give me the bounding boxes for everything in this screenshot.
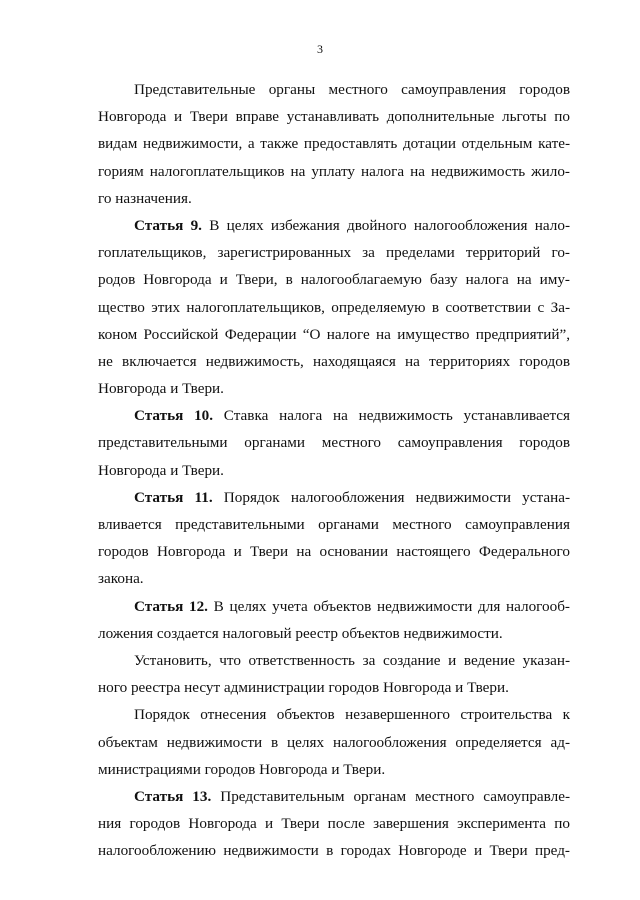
text-line xyxy=(98,783,570,810)
line-text: щество этих налогоплательщиков, определяемую в соответствии с За- xyxy=(98,298,570,316)
text-line xyxy=(98,593,570,620)
text-line xyxy=(98,674,570,701)
text-line xyxy=(98,375,570,402)
article-heading: Статья 9. xyxy=(134,216,202,234)
paragraph-article-12 xyxy=(98,593,570,647)
line-text: министрациями городов Новгорода и Твери. xyxy=(98,760,386,778)
line-text: объектам недвижимости в целях налогообложения определяется ад- xyxy=(98,733,570,751)
line-text: ного реестра несут администрации городов Новгорода и Твери. xyxy=(98,679,509,697)
text-line xyxy=(98,103,570,130)
text-line xyxy=(98,837,570,864)
line-text: гориям налогоплательщиков на уплату налога на недвижимость жило- xyxy=(98,162,570,180)
paragraph-article-13 xyxy=(98,783,570,865)
text-line xyxy=(98,130,570,157)
paragraph-unfinished-construction xyxy=(98,701,570,783)
text-line xyxy=(98,810,570,837)
text-line xyxy=(98,294,570,321)
line-text: Новгорода и Твери вправе устанавливать дополнительные льготы по xyxy=(98,108,570,126)
line-text: Представительным органам местного самоуправле- xyxy=(211,787,570,805)
line-text: Порядок отнесения объектов незавершенного строительства к xyxy=(134,706,570,724)
line-text: го назначения. xyxy=(98,189,192,207)
line-text: Новгорода и Твери. xyxy=(98,461,224,479)
text-line xyxy=(98,484,570,511)
text-line xyxy=(98,620,570,647)
line-text: закона. xyxy=(98,570,144,588)
text-line xyxy=(98,457,570,484)
paragraph-article-11 xyxy=(98,484,570,593)
line-text: представительными органами местного самоуправления городов xyxy=(98,434,570,452)
text-line xyxy=(98,185,570,212)
line-text: ния городов Новгорода и Твери после завершения эксперимента по xyxy=(98,815,570,833)
line-text: видам недвижимости, а также предоставлять дотации отдельным кате- xyxy=(98,135,570,153)
line-text: Установить, что ответственность за создание и ведение указан- xyxy=(134,651,570,669)
text-line xyxy=(98,756,570,783)
line-text: В целях избежания двойного налогообложения нало- xyxy=(201,216,571,234)
text-line xyxy=(98,511,570,538)
line-text: вливается представительными органами местного самоуправления xyxy=(98,516,570,533)
text-line xyxy=(98,429,570,456)
text-line xyxy=(98,212,570,239)
article-heading: Статья 12. xyxy=(134,597,208,615)
document-body xyxy=(98,76,570,864)
text-line xyxy=(98,266,570,293)
article-heading: Статья 11. xyxy=(134,488,213,506)
paragraph-local-benefits xyxy=(98,76,570,212)
text-line xyxy=(98,158,570,185)
text-line xyxy=(98,76,570,103)
line-text: Порядок налогообложения недвижимости устана- xyxy=(212,488,571,506)
text-line xyxy=(98,402,570,429)
line-text: В целях учета объектов недвижимости для налогооб- xyxy=(207,597,570,615)
text-line xyxy=(98,647,570,674)
text-line xyxy=(98,565,570,592)
paragraph-article-10 xyxy=(98,402,570,484)
page-number: 3 xyxy=(317,42,323,56)
line-text: ложения создается налоговый реестр объектов недвижимости. xyxy=(98,624,503,642)
line-text: коном Российской Федерации “О налоге на имущество предприятий”, xyxy=(98,325,570,343)
article-heading: Статья 10. xyxy=(134,407,214,425)
text-line xyxy=(98,348,570,375)
line-text: родов Новгорода и Твери, в налогооблагаемую базу налога на иму- xyxy=(98,271,570,289)
text-line xyxy=(98,321,570,348)
line-text: Новгорода и Твери. xyxy=(98,380,224,398)
text-line xyxy=(98,239,570,266)
line-text: Представительные органы местного самоуправления городов xyxy=(134,81,570,98)
text-line xyxy=(98,729,570,756)
text-line xyxy=(98,538,570,565)
article-heading: Статья 13. xyxy=(134,787,212,805)
paragraph-registry-responsibility xyxy=(98,647,570,701)
line-text: налогообложению недвижимости в городах Новгороде и Твери пред- xyxy=(98,842,570,860)
line-text: Ставка налога на недвижимость устанавливается xyxy=(213,407,571,425)
text-line xyxy=(98,701,570,728)
paragraph-article-9 xyxy=(98,212,570,402)
line-text: гоплательщиков, зарегистрированных за пределами территорий го- xyxy=(98,244,570,262)
line-text: не включается недвижимость, находящаяся на территориях городов xyxy=(98,352,570,370)
line-text: городов Новгорода и Твери на основании настоящего Федерального xyxy=(98,543,570,561)
